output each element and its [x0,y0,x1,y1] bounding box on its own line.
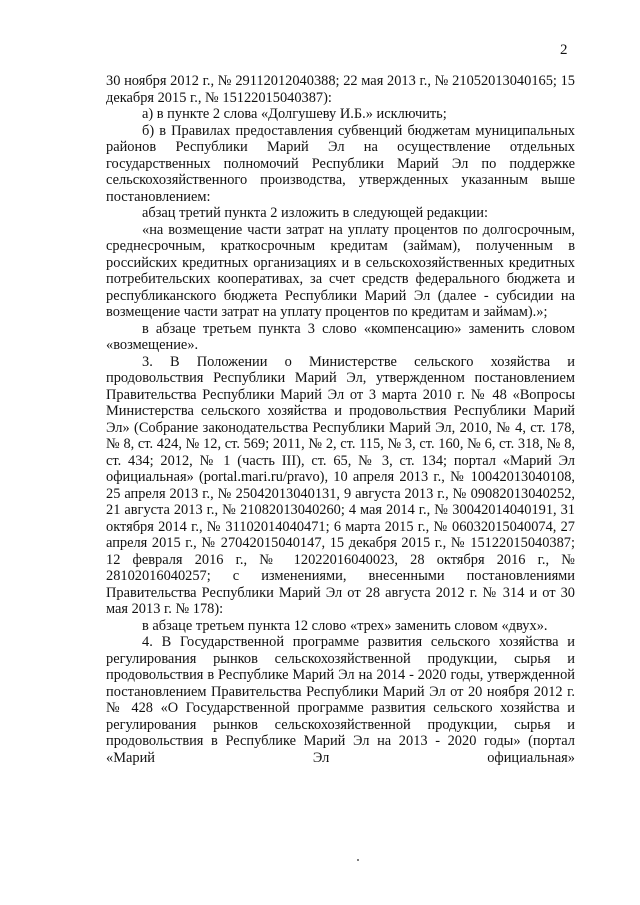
paragraph-dates-continuation: 30 ноября 2012 г., № 29112012040388; 22 мая 2013 г., № 21052013040165; 15 декабря 2015 г., № 15122015040387): [106,73,575,106]
paragraph-section-4: 4. В Государственной программе развития сельского хозяйства и регулирования рынков сельскохозяйственной продукции, сырья и продовольствия в Республике Марий Эл на 2014 - 2020 годы, утвержденной постановлением Правительства Республики Марий Эл от 20 ноября 2012 г. № 428 «О Государственной программе развития сельского хозяйства и регулирования рынков сельскохозяйственной продукции, сырья и продовольствия в Республике Марий Эл на 2013 - 2020 годы» (портал «Марий Эл официальная» [106,634,575,766]
paragraph-section-3: 3. В Положении о Министерстве сельского хозяйства и продовольствия Республики Марий Эл, утвержденном постановлением Правительства Республики Марий Эл от 3 марта 2010 г. № 48 «Вопросы Министерства сельского хозяйства и продовольствия Республики Марий Эл» (Собрание законодательства Республики Марий Эл, 2010, № 4, ст. 178, № 8, ст. 424, № 12, ст. 569; 2011, № 2, ст. 115, № 3, ст. 160, № 6, ст. 318, № 8, ст. 434; 2012, № 1 (часть III), ст. 65, № 3, ст. 134; портал «Марий Эл официальная» (portal.mari.ru/pravo), 10 апреля 2013 г., № 10042013040108, 25 апреля 2013 г., № 25042013040131, 9 августа 2013 г., № 09082013040252, 21 августа 2013 г., № 21082013040260; 4 мая 2014 г., № 30042014040191, 31 октября 2014 г., № 31102014040471; 6 марта 2015 г., № 06032015040074, 27 апреля 2015 г., № 27042015040147, 15 декабря 2015 г., № 15122015040387; 12 февраля 2016 г., № 12022016040023, 28 октября 2016 г., № 28102016040257; с изменениями, внесенными постановлениями Правительства Республики Марий Эл от 28 августа 2012 г. № 314 и от 30 мая 2013 г. № 178): [106,353,575,617]
document-body [106,73,575,766]
scan-speck [357,859,359,861]
paragraph-abzac-point-3: в абзаце третьем пункта 3 слово «компенсацию» заменить словом «возмещение». [106,320,575,353]
page-number: 2 [560,42,568,58]
paragraph-item-a: а) в пункте 2 слова «Долгушеву И.Б.» исключить; [142,106,447,122]
paragraph-abzac-point-12: в абзаце третьем пункта 12 слово «трех» заменить словом «двух». [142,617,548,634]
paragraph-item-b: б) в Правилах предоставления субвенций бюджетам муниципальных районов Республики Марий Эл на осуществление отдельных государственных полномочий Республики Марий Эл по поддержке сельскохозяйственного производства, утвержденных указанным выше постановлением: [106,122,575,205]
paragraph-quote-new-wording: «на возмещение части затрат на уплату процентов по долгосрочным, среднесрочным, краткосрочным кредитам (займам), полученным в российских кредитных организациях и в сельскохозяйственных кредитных потребительских кооперативах, за счет средств федерального бюджета и республиканского бюджета Республики Марий Эл (далее - субсидии на возмещение части затрат на уплату процентов по кредитам и займам).»; [106,221,575,320]
paragraph-abzac-third: абзац третий пункта 2 изложить в следующей редакции: [142,205,488,221]
